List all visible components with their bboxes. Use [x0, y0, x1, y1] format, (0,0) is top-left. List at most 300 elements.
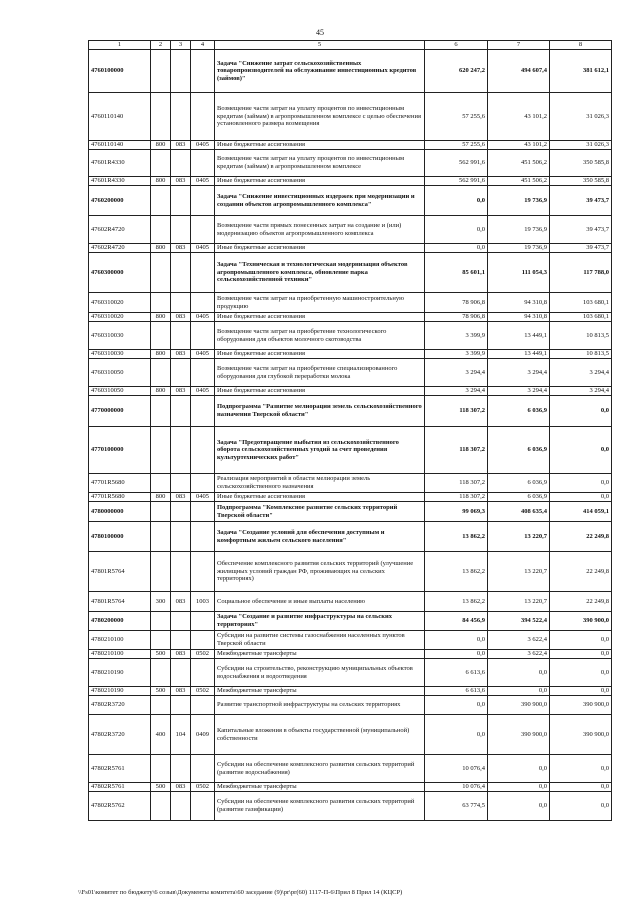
group-cell	[151, 612, 171, 631]
table-row	[89, 792, 612, 821]
code-cell: 47801R5764	[89, 592, 151, 612]
table-row	[89, 350, 612, 359]
value-cell-6: 118 307,2	[425, 493, 488, 502]
ministry-cell	[171, 502, 191, 522]
value-cell-8: 350 585,8	[550, 177, 612, 186]
table-row	[89, 755, 612, 783]
section-cell: 0405	[191, 244, 215, 253]
table-row	[89, 783, 612, 792]
table-row	[89, 150, 612, 177]
table-row	[89, 93, 612, 141]
table-row	[89, 427, 612, 474]
header-cell: 6	[425, 41, 488, 50]
value-cell-8: 103 680,1	[550, 313, 612, 322]
value-cell-7: 43 101,2	[488, 93, 550, 141]
name-cell: Субсидии на строительство, реконструкцию муниципальных объектов водоснабжения и водоотведения	[215, 659, 425, 687]
code-cell: 4760310050	[89, 387, 151, 396]
group-cell	[151, 696, 171, 715]
value-cell-6: 0,0	[425, 186, 488, 216]
section-cell: 0405	[191, 493, 215, 502]
section-cell: 1003	[191, 592, 215, 612]
group-cell: 500	[151, 650, 171, 659]
section-cell	[191, 474, 215, 493]
ministry-cell: 083	[171, 141, 191, 150]
table-row	[89, 186, 612, 216]
name-cell: Задача "Снижение затрат сельскохозяйственных товаропроизводителей на обслуживание инвестиционных кредитов (займов)"	[215, 50, 425, 93]
group-cell: 800	[151, 387, 171, 396]
table-row	[89, 177, 612, 186]
ministry-cell	[171, 612, 191, 631]
header-cell: 4	[191, 41, 215, 50]
value-cell-6: 10 076,4	[425, 755, 488, 783]
name-cell: Межбюджетные трансферты	[215, 650, 425, 659]
value-cell-7: 451 506,2	[488, 150, 550, 177]
value-cell-8: 390 900,0	[550, 715, 612, 755]
value-cell-8: 0,0	[550, 631, 612, 650]
group-cell	[151, 792, 171, 821]
value-cell-8: 22 249,8	[550, 592, 612, 612]
value-cell-6: 0,0	[425, 696, 488, 715]
section-cell	[191, 792, 215, 821]
code-cell: 4760110140	[89, 141, 151, 150]
table-row	[89, 592, 612, 612]
value-cell-7: 94 310,8	[488, 313, 550, 322]
value-cell-6: 6 613,6	[425, 659, 488, 687]
value-cell-7: 390 900,0	[488, 696, 550, 715]
ministry-cell: 083	[171, 244, 191, 253]
section-cell	[191, 186, 215, 216]
value-cell-7: 94 310,8	[488, 293, 550, 313]
section-cell: 0405	[191, 313, 215, 322]
name-cell: Иные бюджетные ассигнования	[215, 350, 425, 359]
value-cell-6: 0,0	[425, 216, 488, 244]
group-cell	[151, 186, 171, 216]
value-cell-6: 118 307,2	[425, 474, 488, 493]
table-row	[89, 474, 612, 493]
section-cell	[191, 612, 215, 631]
value-cell-7: 111 054,3	[488, 253, 550, 293]
code-cell: 47801R5764	[89, 552, 151, 592]
section-cell: 0502	[191, 783, 215, 792]
group-cell	[151, 631, 171, 650]
value-cell-6: 3 294,4	[425, 387, 488, 396]
name-cell: Иные бюджетные ассигнования	[215, 244, 425, 253]
ministry-cell	[171, 396, 191, 427]
table-row	[89, 696, 612, 715]
code-cell: 4760310030	[89, 322, 151, 350]
name-cell: Возмещение части затрат на приобретение технологического оборудования для объектов молочного скотоводства	[215, 322, 425, 350]
group-cell	[151, 522, 171, 552]
value-cell-6: 10 076,4	[425, 783, 488, 792]
name-cell: Иные бюджетные ассигнования	[215, 387, 425, 396]
section-cell	[191, 93, 215, 141]
value-cell-7: 0,0	[488, 687, 550, 696]
ministry-cell: 083	[171, 650, 191, 659]
value-cell-8: 39 473,7	[550, 244, 612, 253]
code-cell: 4760200000	[89, 186, 151, 216]
code-cell: 4760100000	[89, 50, 151, 93]
section-cell	[191, 396, 215, 427]
section-cell	[191, 150, 215, 177]
value-cell-7: 6 036,9	[488, 474, 550, 493]
value-cell-6: 13 862,2	[425, 522, 488, 552]
table-row	[89, 293, 612, 313]
section-cell	[191, 293, 215, 313]
table-row	[89, 522, 612, 552]
ministry-cell	[171, 427, 191, 474]
value-cell-7: 3 622,4	[488, 631, 550, 650]
group-cell: 800	[151, 244, 171, 253]
code-cell: 47701R5680	[89, 493, 151, 502]
code-cell: 4760310050	[89, 359, 151, 387]
value-cell-8: 0,0	[550, 474, 612, 493]
value-cell-8: 22 249,8	[550, 552, 612, 592]
section-cell	[191, 359, 215, 387]
ministry-cell	[171, 522, 191, 552]
value-cell-8: 350 585,8	[550, 150, 612, 177]
ministry-cell: 083	[171, 350, 191, 359]
ministry-cell: 083	[171, 313, 191, 322]
code-cell: 4780210190	[89, 659, 151, 687]
name-cell: Возмещение части прямых понесенных затрат на создание и (или) модернизацию объектов агропромышленного комплекса	[215, 216, 425, 244]
ministry-cell	[171, 50, 191, 93]
value-cell-8: 39 473,7	[550, 186, 612, 216]
name-cell: Задача "Снижение инвестиционных издержек при модернизации и создании объектов агропромышленного комплекса"	[215, 186, 425, 216]
name-cell: Задача "Создание и развитие инфраструктуры на сельских территориях"	[215, 612, 425, 631]
value-cell-8: 0,0	[550, 687, 612, 696]
name-cell: Задача "Техническая и технологическая модернизация объектов агропромышленного комплекса, обновление парка сельскохозяйственной техники"	[215, 253, 425, 293]
value-cell-7: 13 220,7	[488, 522, 550, 552]
value-cell-6: 63 774,5	[425, 792, 488, 821]
value-cell-7: 19 736,9	[488, 244, 550, 253]
table-row	[89, 493, 612, 502]
section-cell	[191, 631, 215, 650]
value-cell-8: 10 813,5	[550, 322, 612, 350]
value-cell-8: 117 788,0	[550, 253, 612, 293]
value-cell-7: 13 449,1	[488, 350, 550, 359]
code-cell: 47601R4330	[89, 177, 151, 186]
code-cell: 4780000000	[89, 502, 151, 522]
ministry-cell: 083	[171, 592, 191, 612]
name-cell: Субсидии на обеспечение комплексного развития сельских территорий (развитие водоснабжения)	[215, 755, 425, 783]
table-row	[89, 650, 612, 659]
name-cell: Субсидии на развитие системы газоснабжения населенных пунктов Тверской области	[215, 631, 425, 650]
code-cell: 47802R3720	[89, 715, 151, 755]
code-cell: 4760110140	[89, 93, 151, 141]
value-cell-6: 118 307,2	[425, 396, 488, 427]
value-cell-6: 78 906,8	[425, 313, 488, 322]
ministry-cell	[171, 293, 191, 313]
section-cell: 0502	[191, 687, 215, 696]
value-cell-7: 3 622,4	[488, 650, 550, 659]
group-cell	[151, 396, 171, 427]
code-cell: 4760300000	[89, 253, 151, 293]
group-cell: 400	[151, 715, 171, 755]
value-cell-6: 620 247,2	[425, 50, 488, 93]
table-row	[89, 253, 612, 293]
table-row	[89, 359, 612, 387]
table-row	[89, 322, 612, 350]
table-row	[89, 612, 612, 631]
section-cell	[191, 427, 215, 474]
value-cell-8: 31 026,3	[550, 93, 612, 141]
ministry-cell	[171, 474, 191, 493]
value-cell-6: 3 399,9	[425, 322, 488, 350]
code-cell: 4780210190	[89, 687, 151, 696]
code-cell: 4780210100	[89, 631, 151, 650]
value-cell-7: 13 220,7	[488, 552, 550, 592]
table-row	[89, 687, 612, 696]
ministry-cell	[171, 792, 191, 821]
group-cell: 800	[151, 493, 171, 502]
ministry-cell	[171, 216, 191, 244]
value-cell-8: 0,0	[550, 427, 612, 474]
group-cell	[151, 552, 171, 592]
page-number: 45	[316, 28, 324, 37]
section-cell	[191, 322, 215, 350]
group-cell	[151, 359, 171, 387]
section-cell	[191, 522, 215, 552]
value-cell-6: 99 069,3	[425, 502, 488, 522]
value-cell-8: 381 612,1	[550, 50, 612, 93]
table-row	[89, 659, 612, 687]
value-cell-7: 43 101,2	[488, 141, 550, 150]
value-cell-6: 85 601,1	[425, 253, 488, 293]
group-cell	[151, 216, 171, 244]
group-cell	[151, 93, 171, 141]
group-cell	[151, 322, 171, 350]
table-row	[89, 396, 612, 427]
name-cell: Подпрограмма "Развитие мелиорации земель сельскохозяйственного назначения Тверской области"	[215, 396, 425, 427]
code-cell: 4780200000	[89, 612, 151, 631]
ministry-cell	[171, 253, 191, 293]
header-cell: 1	[89, 41, 151, 50]
group-cell: 800	[151, 313, 171, 322]
value-cell-7: 3 294,4	[488, 359, 550, 387]
table-row	[89, 552, 612, 592]
value-cell-7: 451 506,2	[488, 177, 550, 186]
table-row	[89, 244, 612, 253]
section-cell	[191, 659, 215, 687]
name-cell: Развитие транспортной инфраструктуры на сельских территориях	[215, 696, 425, 715]
name-cell: Межбюджетные трансферты	[215, 687, 425, 696]
ministry-cell	[171, 359, 191, 387]
value-cell-7: 6 036,9	[488, 493, 550, 502]
ministry-cell: 104	[171, 715, 191, 755]
value-cell-8: 3 294,4	[550, 359, 612, 387]
section-cell	[191, 696, 215, 715]
footer-path: \\Fs01\комитет по бюджету\6 созыв\Документы комитета\60 заседание (9)\pr\pr(60) 1117-П-6\Прил 8 Прил 14 (КЦСР)	[78, 889, 403, 896]
group-cell	[151, 50, 171, 93]
group-cell	[151, 659, 171, 687]
name-cell: Реализация мероприятий в области мелиорации земель сельскохозяйственного назначения	[215, 474, 425, 493]
code-cell: 47602R4720	[89, 216, 151, 244]
section-cell	[191, 50, 215, 93]
value-cell-7: 19 736,9	[488, 216, 550, 244]
code-cell: 47602R4720	[89, 244, 151, 253]
value-cell-6: 57 255,6	[425, 93, 488, 141]
ministry-cell	[171, 696, 191, 715]
group-cell	[151, 150, 171, 177]
name-cell: Задача "Создание условий для обеспечения доступным и комфортным жильем сельского населения"	[215, 522, 425, 552]
header-cell: 2	[151, 41, 171, 50]
value-cell-6: 562 991,6	[425, 177, 488, 186]
group-cell: 800	[151, 350, 171, 359]
group-cell	[151, 293, 171, 313]
header-cell: 8	[550, 41, 612, 50]
ministry-cell	[171, 93, 191, 141]
ministry-cell: 083	[171, 387, 191, 396]
group-cell: 300	[151, 592, 171, 612]
code-cell: 4780210100	[89, 650, 151, 659]
value-cell-7: 13 449,1	[488, 322, 550, 350]
section-cell	[191, 502, 215, 522]
value-cell-6: 3 399,9	[425, 350, 488, 359]
value-cell-8: 390 900,0	[550, 696, 612, 715]
table-row	[89, 387, 612, 396]
value-cell-6: 3 294,4	[425, 359, 488, 387]
section-cell: 0405	[191, 177, 215, 186]
value-cell-8: 0,0	[550, 659, 612, 687]
value-cell-8: 0,0	[550, 792, 612, 821]
name-cell: Иные бюджетные ассигнования	[215, 177, 425, 186]
table-row	[89, 502, 612, 522]
section-cell	[191, 253, 215, 293]
value-cell-6: 0,0	[425, 244, 488, 253]
ministry-cell	[171, 755, 191, 783]
value-cell-8: 0,0	[550, 396, 612, 427]
table-row	[89, 141, 612, 150]
code-cell: 4770000000	[89, 396, 151, 427]
value-cell-7: 0,0	[488, 792, 550, 821]
table-row	[89, 50, 612, 93]
ministry-cell	[171, 322, 191, 350]
section-cell: 0405	[191, 350, 215, 359]
value-cell-6: 13 862,2	[425, 592, 488, 612]
value-cell-6: 0,0	[425, 715, 488, 755]
name-cell: Возмещение части затрат на приобретение специализированного оборудования для глубокой переработки молока	[215, 359, 425, 387]
budget-table	[88, 40, 612, 821]
code-cell: 4780100000	[89, 522, 151, 552]
section-cell: 0502	[191, 650, 215, 659]
ministry-cell	[171, 659, 191, 687]
value-cell-7: 394 522,4	[488, 612, 550, 631]
value-cell-6: 84 456,9	[425, 612, 488, 631]
ministry-cell	[171, 186, 191, 216]
ministry-cell	[171, 552, 191, 592]
value-cell-8: 39 473,7	[550, 216, 612, 244]
name-cell: Иные бюджетные ассигнования	[215, 493, 425, 502]
value-cell-7: 390 900,0	[488, 715, 550, 755]
value-cell-7: 0,0	[488, 783, 550, 792]
name-cell: Межбюджетные трансферты	[215, 783, 425, 792]
value-cell-6: 6 613,6	[425, 687, 488, 696]
code-cell: 47601R4330	[89, 150, 151, 177]
value-cell-7: 408 635,4	[488, 502, 550, 522]
section-cell: 0405	[191, 387, 215, 396]
name-cell: Капитальные вложения в объекты государственной (муниципальной) собственности	[215, 715, 425, 755]
group-cell: 800	[151, 177, 171, 186]
value-cell-6: 57 255,6	[425, 141, 488, 150]
value-cell-7: 6 036,9	[488, 396, 550, 427]
value-cell-7: 0,0	[488, 755, 550, 783]
value-cell-6: 0,0	[425, 650, 488, 659]
header-cell: 3	[171, 41, 191, 50]
value-cell-8: 3 294,4	[550, 387, 612, 396]
name-cell: Возмещение части затрат на приобретенную машиностроительную продукцию	[215, 293, 425, 313]
value-cell-7: 13 220,7	[488, 592, 550, 612]
value-cell-8: 10 813,5	[550, 350, 612, 359]
value-cell-8: 414 059,1	[550, 502, 612, 522]
value-cell-7: 19 736,9	[488, 186, 550, 216]
table-row	[89, 631, 612, 650]
table-row	[89, 715, 612, 755]
value-cell-8: 0,0	[550, 755, 612, 783]
value-cell-8: 103 680,1	[550, 293, 612, 313]
name-cell: Социальное обеспечение и иные выплаты населению	[215, 592, 425, 612]
value-cell-8: 31 026,3	[550, 141, 612, 150]
ministry-cell: 083	[171, 493, 191, 502]
value-cell-6: 562 991,6	[425, 150, 488, 177]
ministry-cell: 083	[171, 783, 191, 792]
table-row	[89, 313, 612, 322]
code-cell: 4760310030	[89, 350, 151, 359]
group-cell	[151, 502, 171, 522]
group-cell	[151, 755, 171, 783]
section-cell	[191, 216, 215, 244]
value-cell-8: 390 900,0	[550, 612, 612, 631]
group-cell	[151, 474, 171, 493]
value-cell-6: 13 862,2	[425, 552, 488, 592]
code-cell: 47701R5680	[89, 474, 151, 493]
ministry-cell: 083	[171, 177, 191, 186]
code-cell: 4760310020	[89, 293, 151, 313]
group-cell: 500	[151, 783, 171, 792]
value-cell-8: 22 249,8	[550, 522, 612, 552]
ministry-cell	[171, 150, 191, 177]
section-cell	[191, 552, 215, 592]
section-cell	[191, 755, 215, 783]
code-cell: 47802R5761	[89, 783, 151, 792]
value-cell-6: 0,0	[425, 631, 488, 650]
name-cell: Субсидии на обеспечение комплексного развития сельских территорий (развитие газификации)	[215, 792, 425, 821]
name-cell: Иные бюджетные ассигнования	[215, 313, 425, 322]
section-cell: 0405	[191, 141, 215, 150]
group-cell	[151, 427, 171, 474]
code-cell: 4770100000	[89, 427, 151, 474]
group-cell: 800	[151, 141, 171, 150]
code-cell: 47802R3720	[89, 696, 151, 715]
group-cell: 500	[151, 687, 171, 696]
code-cell: 47802R5761	[89, 755, 151, 783]
name-cell: Обеспечение комплексного развития сельских территорий (улучшение жилищных условий граждан РФ, проживающих на сельских территориях)	[215, 552, 425, 592]
ministry-cell: 083	[171, 687, 191, 696]
value-cell-8: 0,0	[550, 783, 612, 792]
name-cell: Возмещение части затрат на уплату процентов по инвестиционным кредитам (займам) в агропромышленном комплексе	[215, 150, 425, 177]
value-cell-6: 78 906,8	[425, 293, 488, 313]
name-cell: Задача "Предотвращение выбытия из сельскохозяйственного оборота сельскохозяйственных угодий за счет проведения культуртехнических работ"	[215, 427, 425, 474]
section-cell: 0409	[191, 715, 215, 755]
header-cell: 7	[488, 41, 550, 50]
ministry-cell	[171, 631, 191, 650]
table-row	[89, 216, 612, 244]
value-cell-8: 0,0	[550, 493, 612, 502]
code-cell: 4760310020	[89, 313, 151, 322]
value-cell-7: 6 036,9	[488, 427, 550, 474]
value-cell-8: 0,0	[550, 650, 612, 659]
header-row	[89, 41, 612, 50]
value-cell-7: 3 294,4	[488, 387, 550, 396]
